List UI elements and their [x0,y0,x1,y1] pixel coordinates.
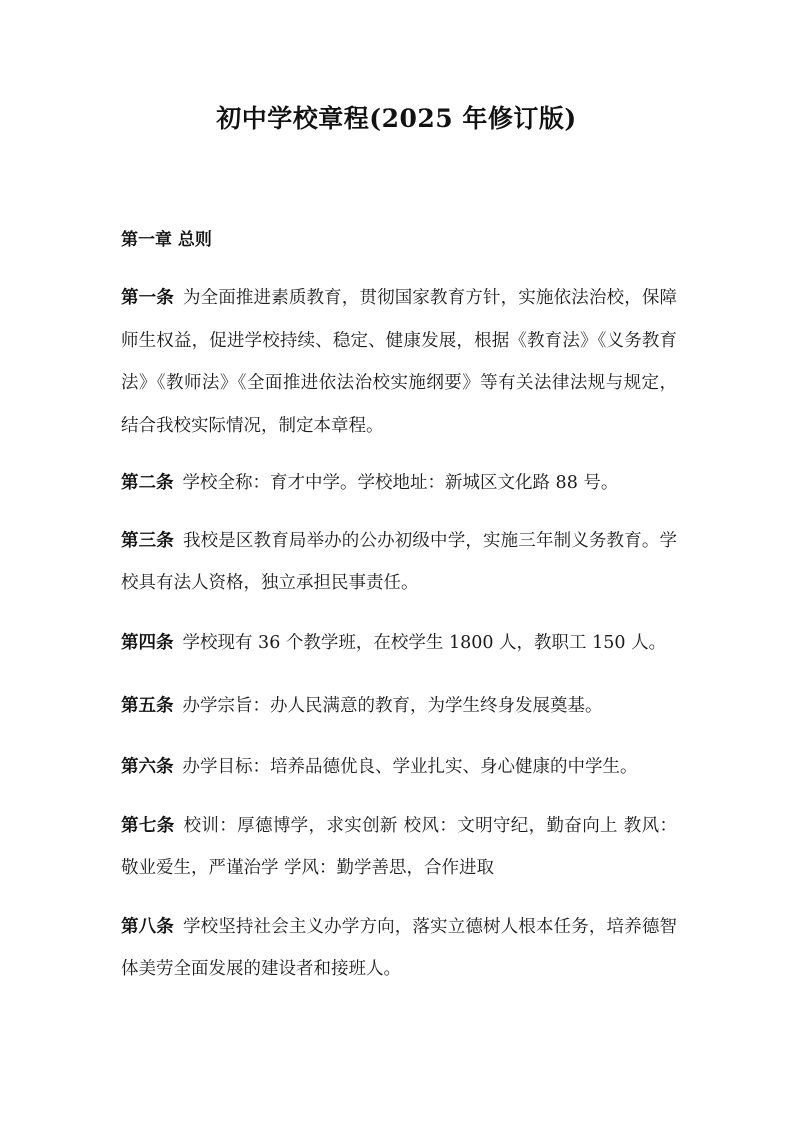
article-6 [121,746,677,789]
article-2 [121,462,677,505]
article-text: 为全面推进素质教育，贯彻国家教育方针，实施依法治校，保障师生权益，促进学校持续、稳定、健康发展，根据《教育法》《义务教育法》《教师法》《全面推进依法治校实施纲要》等有关法律法规与规定，结合我校实际情况，制定本章程。 [121,288,678,436]
article-label: 第四条 [121,633,174,653]
article-label: 第一条 [121,288,174,308]
article-text: 校训：厚德博学，求实创新 校风：文明守纪，勤奋向上 教风：敬业爱生，严谨治学 学风：勤学善思，合作进取 [121,816,678,878]
article-5 [121,685,677,728]
chapter-heading: 第一章 总则 [121,230,212,250]
article-1 [121,277,677,447]
article-label: 第八条 [121,917,174,937]
article-text: 办学目标：培养品德优良、学业扎实、身心健康的中学生。 [182,757,638,777]
article-8 [121,906,677,990]
article-text: 我校是区教育局举办的公办初级中学，实施三年制义务教育。学校具有法人资格，独立承担民事责任。 [121,531,678,593]
article-text: 办学宗旨：办人民满意的教育，为学生终身发展奠基。 [182,696,603,716]
article-label: 第六条 [121,757,174,777]
article-label: 第三条 [121,531,174,551]
document-title: 初中学校章程(2025 年修订版) [216,104,577,133]
article-text: 学校坚持社会主义办学方向，落实立德树人根本任务，培养德智体美劳全面发展的建设者和接班人。 [121,917,678,979]
article-text: 学校现有 36 个教学班，在校学生 1800 人，教职工 150 人。 [182,633,667,653]
article-label: 第七条 [121,816,175,836]
article-label: 第二条 [121,473,174,493]
article-text: 学校全称：育才中学。学校地址：新城区文化路 88 号。 [182,473,619,493]
article-label: 第五条 [121,696,174,716]
article-4 [121,622,677,665]
article-7 [121,805,677,889]
article-3 [121,520,677,604]
